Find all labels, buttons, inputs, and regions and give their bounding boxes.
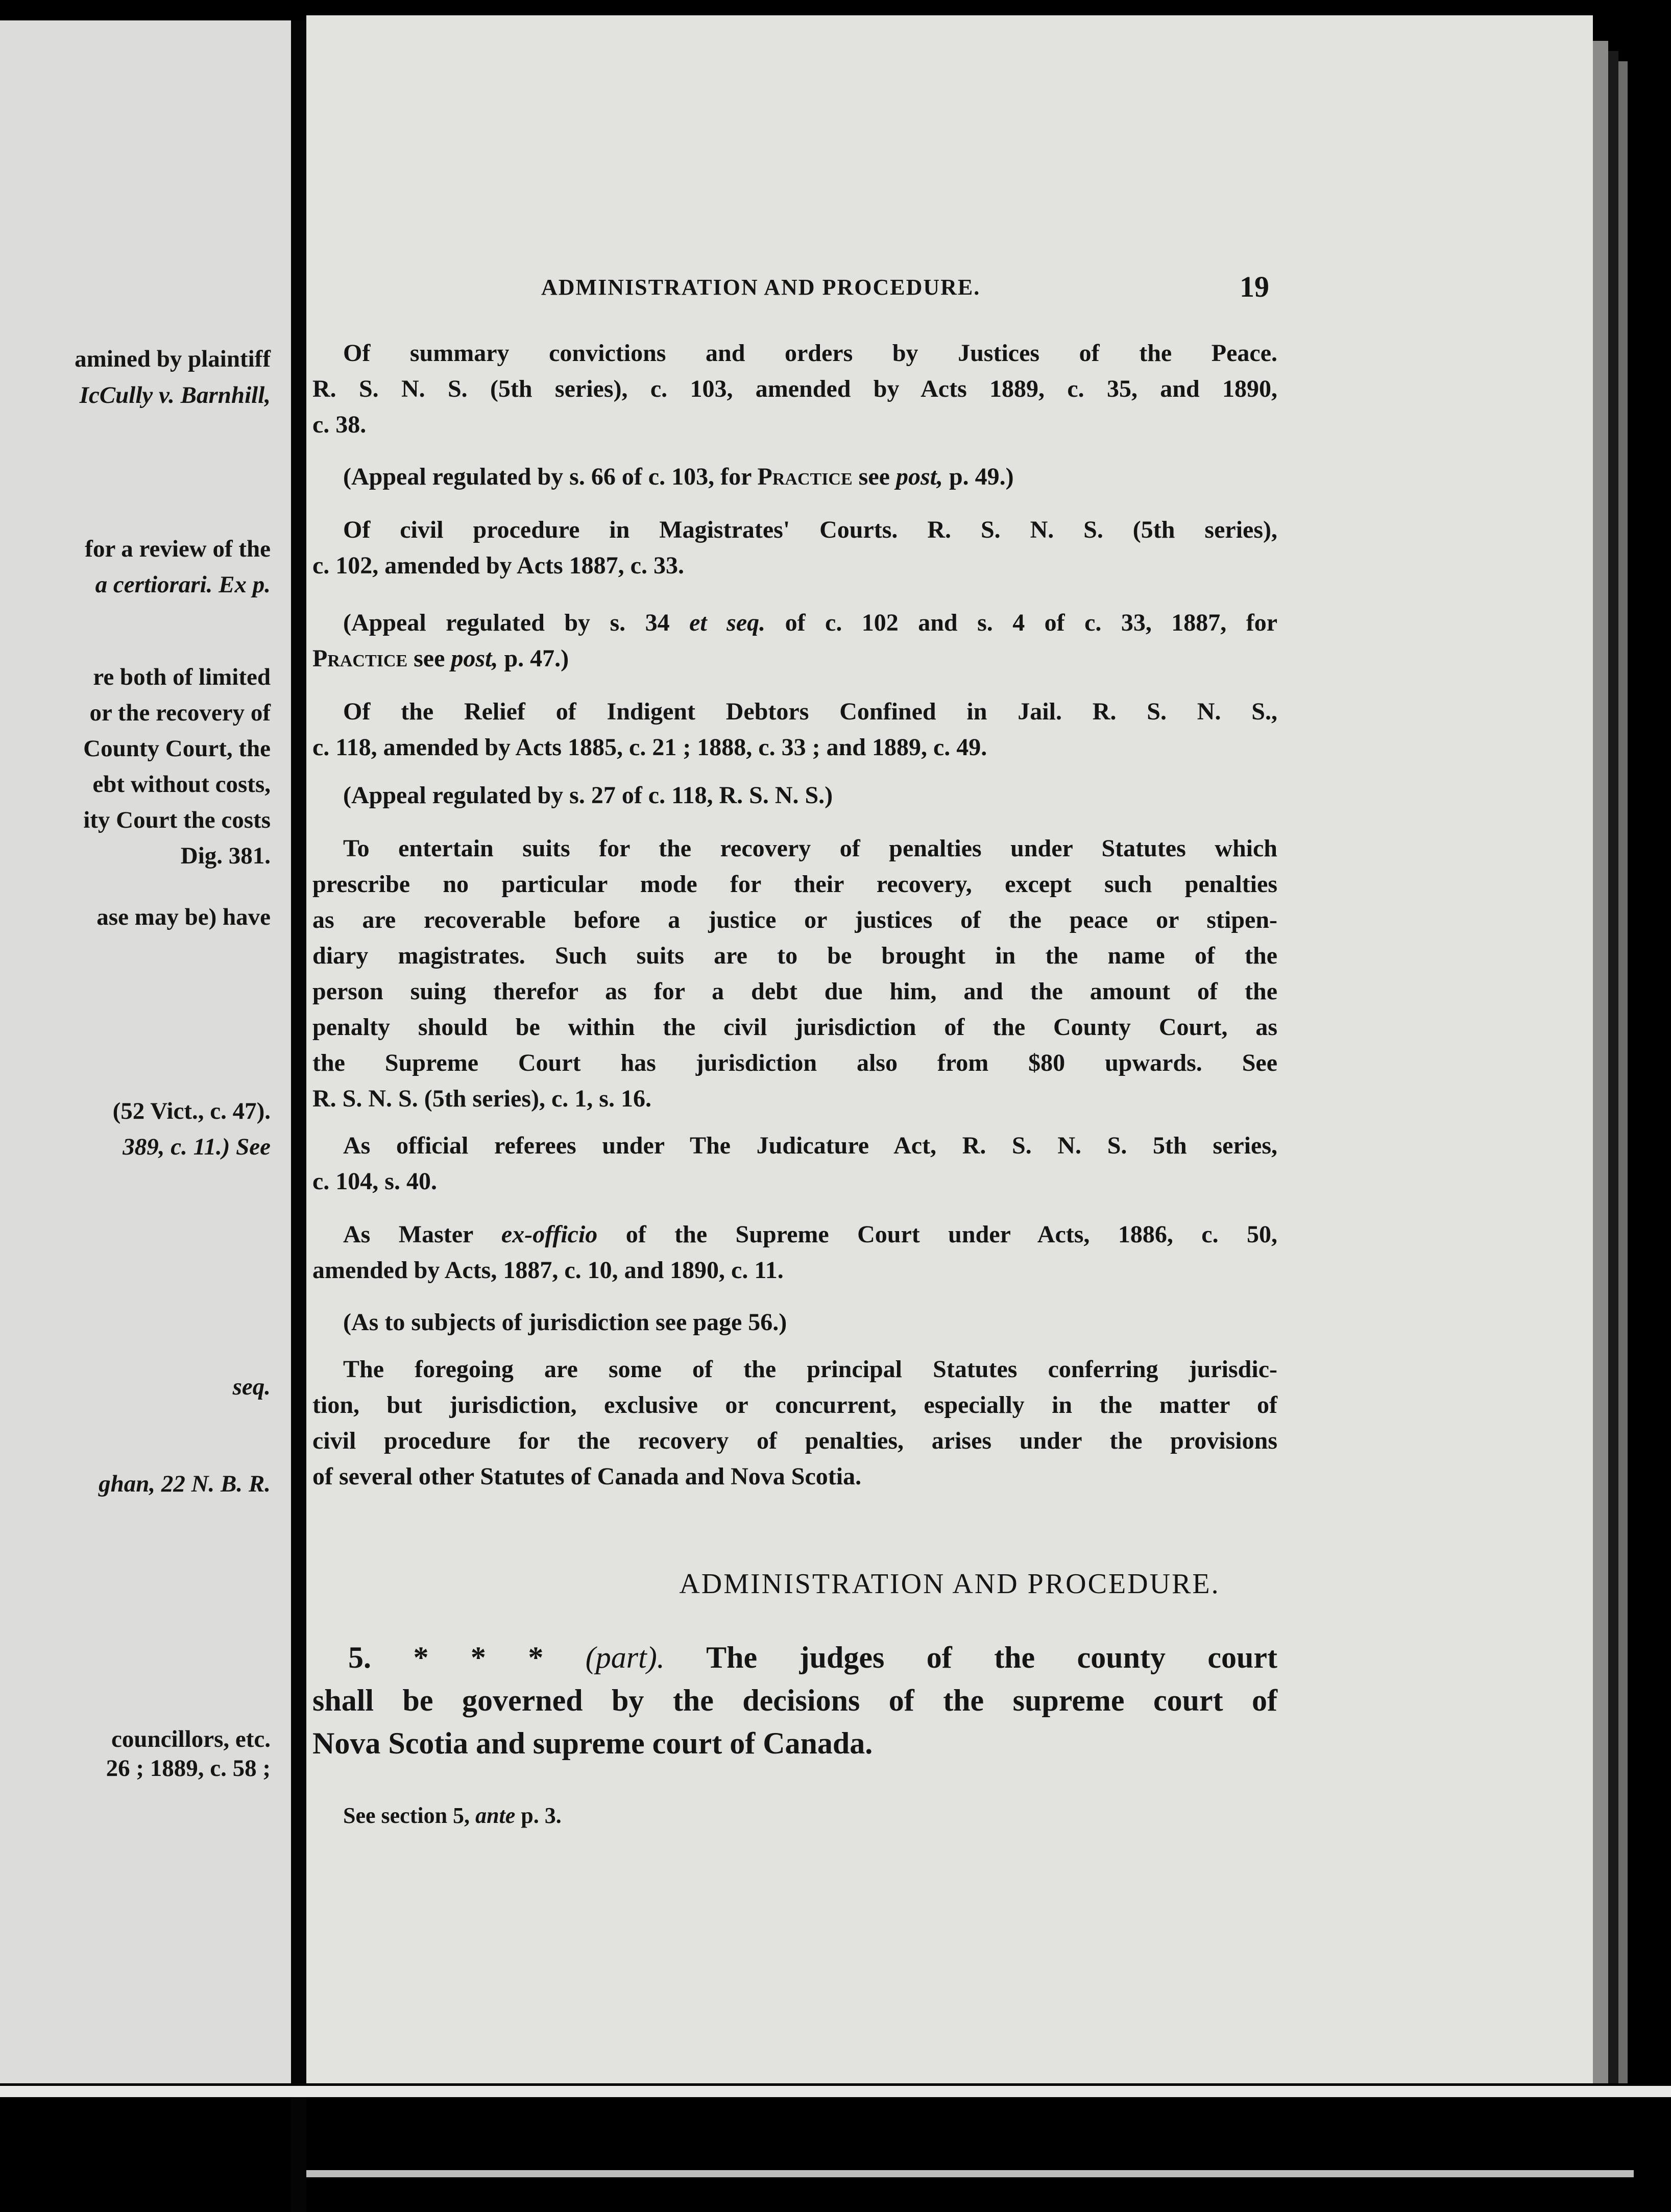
text-line: Of civil procedure in Magistrates' Courts. R. S. N. S. (5th series), [343,516,1277,543]
text-run: p. 47.) [504,645,569,672]
text-run: The judges of the county court [706,1641,1278,1674]
text-run: p. 3. [521,1803,562,1828]
text-run-italic: post, [895,463,943,490]
text-run: see [858,463,890,490]
text-line: c. 118, amended by Acts 1885, c. 21 ; 1888, c. 33 ; and 1889, c. 49. [312,734,987,761]
left-fragment-line: ase may be) have [96,904,271,930]
text-line: (As to subjects of jurisdiction see page 56.) [343,1309,787,1336]
page-edge [1618,61,1628,2083]
text-line: Of summary convictions and orders by Justices of the Peace. [343,340,1277,367]
text-run-italic: post, [451,645,498,672]
text-line: diary magistrates. Such suits are to be brought in the name of the [312,942,1277,969]
page-edge-shadow [1608,51,1618,2083]
left-fragment-line: (52 Vict., c. 47). [112,1098,271,1124]
text-line: The foregoing are some of the principal Statutes conferring jurisdic- [343,1356,1277,1383]
text-line: c. 38. [312,411,367,438]
section-stars: * * * [413,1641,544,1674]
cross-reference-note [343,1802,562,1829]
text-run-smallcaps: Practice [757,463,853,490]
statute-line [348,1642,1277,1673]
left-fragment-line: ghan, 22 N. B. R. [99,1471,271,1497]
left-fragment-line: Dig. 381. [180,843,271,869]
left-fragment-line: for a review of the [85,536,271,562]
text-line: the Supreme Court has jurisdiction also from $80 upwards. See [312,1049,1277,1076]
left-fragment-line: or the recovery of [89,700,271,726]
section-part: (part). [585,1641,665,1674]
text-line: penalty should be within the civil jurisdiction of the County Court, as [312,1014,1277,1041]
left-fragment-line: ebt without costs, [92,771,271,798]
text-run: As Master [343,1221,473,1248]
text-run: (Appeal regulated by s. 34 [343,609,670,636]
left-fragment-line: seq. [232,1374,271,1400]
left-fragment-line: 26 ; 1889, c. 58 ; [106,1755,271,1782]
left-fragment-line: councillors, etc. [111,1726,271,1752]
running-head: ADMINISTRATION AND PROCEDURE. [541,275,981,300]
text-line: c. 102, amended by Acts 1887, c. 33. [312,552,684,579]
section-heading [0,1568,1593,1600]
left-page-fragment [0,20,291,2083]
left-fragment-line: IcCully v. Barnhill, [79,382,271,408]
text-line: amended by Acts, 1887, c. 10, and 1890, c. 11. [312,1257,784,1284]
statute-line: shall be governed by the decisions of the supreme court of [312,1684,1277,1717]
text-line [343,465,1014,489]
page-edge [1593,41,1608,2083]
text-line: civil procedure for the recovery of penalties, arises under the provisions [312,1427,1277,1454]
text-line [343,611,1277,635]
text-line: To entertain suits for the recovery of penalties under Statutes which [343,835,1277,862]
section-heading-text: ADMINISTRATION AND PROCEDURE. [679,1568,1220,1600]
text-run-italic: et seq. [689,609,766,636]
text-line: person suing therefor as for a debt due him, and the amount of the [312,978,1277,1005]
text-run: see [414,645,445,672]
film-strip [306,2170,1634,2177]
binding-gutter [291,20,306,2212]
text-run: p. 49.) [949,463,1014,490]
text-line: R. S. N. S. (5th series), c. 1, s. 16. [312,1085,651,1112]
text-run-italic: ex-officio [501,1221,598,1248]
section-number: 5. [348,1641,371,1674]
page-number: 19 [1240,270,1269,303]
text-line [312,646,569,671]
text-run-italic: ante [475,1803,516,1828]
left-fragment-line: 389, c. 11.) See [123,1134,271,1160]
left-fragment-line: re both of limited [93,664,271,690]
left-fragment-line: ity Court the costs [83,807,271,833]
text-run: of c. 102 and s. 4 of c. 33, 1887, for [785,609,1278,636]
left-fragment-line: County Court, the [83,735,271,762]
text-line: tion, but jurisdiction, exclusive or concurrent, especially in the matter of [312,1391,1277,1418]
film-strip [0,2086,1671,2097]
text-line [343,1222,1277,1247]
text-line: prescribe no particular mode for their recovery, except such penalties [312,871,1277,898]
text-line: as are recoverable before a justice or justices of the peace or stipen- [312,906,1277,933]
text-line: of several other Statutes of Canada and Nova Scotia. [312,1463,862,1490]
statute-line: Nova Scotia and supreme court of Canada. [312,1726,873,1760]
text-line: c. 104, s. 40. [312,1168,437,1195]
text-line: R. S. N. S. (5th series), c. 103, amended by Acts 1889, c. 35, and 1890, [312,375,1277,402]
text-line: As official referees under The Judicature Act, R. S. N. S. 5th series, [343,1132,1277,1159]
text-line: (Appeal regulated by s. 27 of c. 118, R. S. N. S.) [343,782,833,809]
text-run: See section 5, [343,1803,470,1828]
text-run: of the Supreme Court under Acts, 1886, c. 50, [625,1221,1278,1248]
text-line: Of the Relief of Indigent Debtors Confined in Jail. R. S. N. S., [343,698,1277,725]
left-fragment-line: amined by plaintiff [75,346,271,372]
text-run-smallcaps: Practice [312,645,408,672]
left-fragment-line: a certiorari. Ex p. [95,571,271,598]
text-run: (Appeal regulated by s. 66 of c. 103, for [343,463,752,490]
